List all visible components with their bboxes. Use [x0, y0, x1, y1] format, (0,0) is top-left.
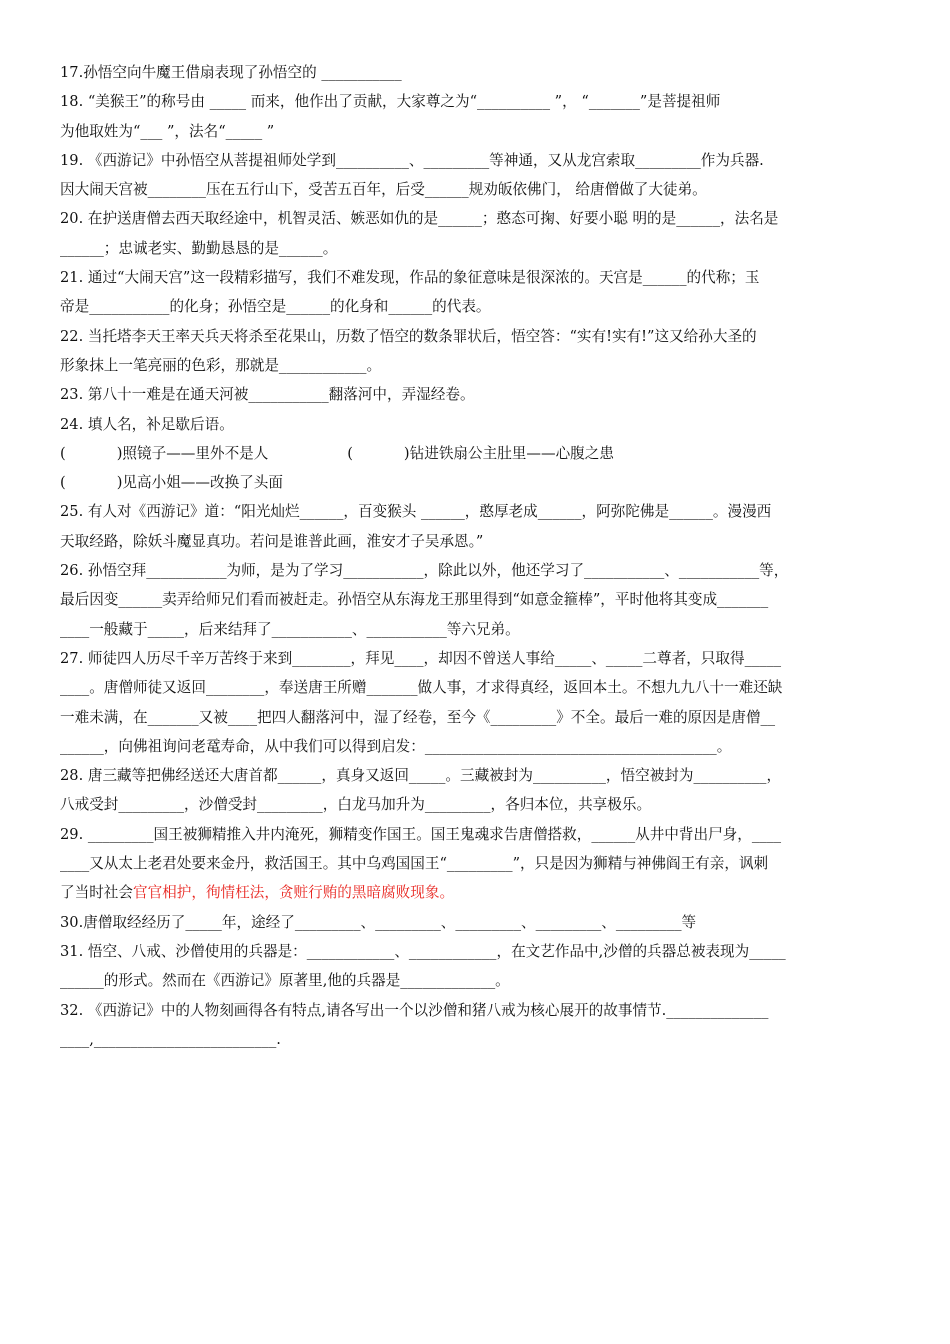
text-line: 18. “美猴王”的称号由 _____ 而来，他作出了贡献，大家尊之为“__________ ”， “_______”是菩提祖师	[60, 93, 721, 111]
text-line: 为他取姓为“___ ”，法名“_____ ”	[60, 122, 275, 140]
text-line: 17.孙悟空向牛魔王借扇表现了孙悟空的 ___________	[60, 64, 402, 81]
text-line: 25. 有人对《西游记》道：“阳光灿烂______，百变猴头 ______，憨厚老成______，阿弥陀佛是______。漫漫西	[60, 503, 772, 521]
text-line: 形象抹上一笔亮丽的色彩，那就是____________。	[60, 356, 382, 374]
text-line: 20. 在护送唐僧去西天取经途中，机智灵活、嫉恶如仇的是______；憨态可掬、好要小聪 明的是______，法名是	[60, 210, 779, 228]
text-line: 24. 填人名，补足歇后语。	[60, 415, 234, 433]
text-line: 最后因变______卖弄给师兄们看而被赶走。孙悟空从东海龙王那里得到“如意金箍棒”，平时他将其变成_______	[60, 591, 769, 609]
text-line: 19. 《西游记》中孙悟空从菩提祖师处学到__________、_________等神通，又从龙宫索取_________作为兵器.	[60, 151, 764, 169]
text-line: 28. 唐三藏等把佛经送还大唐首都______，真身又返回_____。三藏被封为__________，悟空被封为__________，	[60, 767, 782, 785]
text-line-highlighted	[60, 878, 890, 907]
text-line: ______的形式。然而在《西游记》原著里,他的兵器是_____________。	[60, 972, 510, 990]
text-line: 八戒受封_________，沙僧受封_________，白龙马加升为_________，各归本位，共享极乐。	[60, 796, 652, 814]
text-line: 32. 《西游记》中的人物刻画得各有特点,请各写出一个以沙僧和猪八戒为核心展开的故事情节.______________	[60, 1001, 769, 1019]
text-line: 29. _________国王被狮精推入井内淹死，狮精变作国王。国王鬼魂求告唐僧搭救，______从井中背出尸身，____	[60, 825, 782, 843]
text-line: ( )照镜子——里外不是人 ( )钻进铁扇公主肚里——心腹之患	[60, 444, 614, 462]
text-line: 26. 孙悟空拜___________为师，是为了学习___________，除此以外，他还学习了___________、___________等，	[60, 562, 789, 580]
text-line: 因大闹天宫被________压在五行山下，受苦五百年，后受______规劝皈依佛门， 给唐僧做了大徒弟。	[60, 181, 707, 199]
text-line: 一难未满，在_______又被____把四人翻落河中，湿了经卷，至今《_________》不全。最后一难的原因是唐僧__	[60, 708, 776, 726]
text-line: ______，向佛祖询问老鼋寿命，从中我们可以得到启发：________________________________________。	[60, 737, 732, 755]
text-line: 21. 通过“大闹天宫”这一段精彩描写，我们不难发现，作品的象征意味是很深浓的。天宫是______的代称；玉	[60, 269, 760, 287]
text-line: 天取经路，除妖斗魔显真功。若问是谁普此画，淮安才子吴承恩。”	[60, 532, 484, 550]
text-line: ____又从太上老君处要来金丹，救活国王。其中乌鸡国国王“_________”，只是因为狮精与神佛阎王有亲，讽刺	[60, 855, 769, 873]
text-line: 22. 当托塔李天王率天兵天将杀至花果山，历数了悟空的数条罪状后，悟空答：“实有!实有!”这又给孙大圣的	[60, 327, 757, 345]
text-line: 23. 第八十一难是在通天河被___________翻落河中，弄湿经卷。	[60, 386, 475, 404]
text-line: ____一般藏于_____，后来结拜了___________、___________等六兄弟。	[60, 620, 520, 638]
text-line: ____。唐僧师徒又返回________，奉送唐王所赠_______做人事，才求得真经，返回本土。不想九九八十一难还缺	[60, 679, 783, 697]
text-line: 帝是___________的化身；孙悟空是______的化身和______的代表。	[60, 298, 491, 316]
text-line: 31. 悟空、八戒、沙僧使用的兵器是：____________、____________，在文艺作品中,沙僧的兵器总被表现为_____	[60, 942, 786, 960]
text-line: 30.唐僧取经经历了_____年，途经了_________、_________、_________、_________、_________等	[60, 913, 697, 931]
text-line: ( )见高小姐——改换了头面	[60, 474, 283, 492]
text-line: ____,_________________________.	[60, 1030, 281, 1048]
text-line: 27. 师徒四人历尽千辛万苦终于来到________，拜见____，却因不曾送人事给_____、_____二尊者，只取得_____	[60, 649, 782, 667]
text-line: ______；忠诚老实、勤勤恳恳的是______。	[60, 239, 338, 257]
document-page	[60, 58, 890, 1054]
line-prefix: 了当时社会	[60, 884, 133, 902]
red-highlight-text: 官官相护，徇情枉法，贪赃行贿的黑暗腐败现象。	[132, 884, 455, 902]
